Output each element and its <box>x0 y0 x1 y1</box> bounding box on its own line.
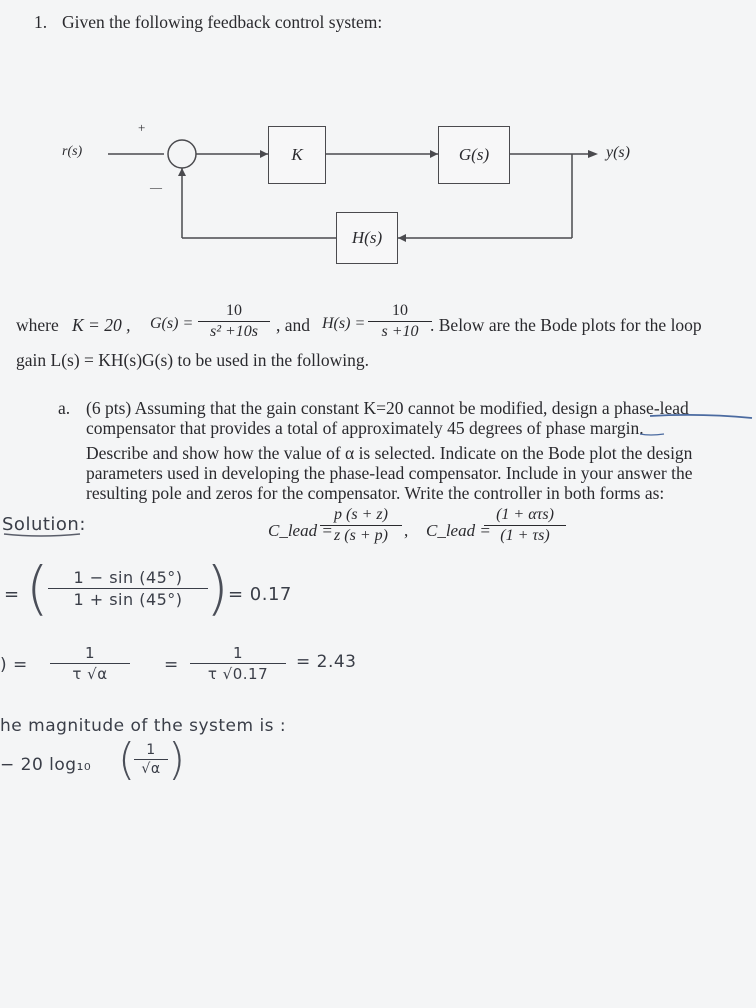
g-numerator: 10 <box>226 302 242 319</box>
h-lhs: H(s) = <box>322 315 366 332</box>
k-equation: K = 20 , <box>72 315 131 335</box>
sol2-numerator-2: 1 <box>232 644 244 662</box>
h-numerator: 10 <box>392 302 408 319</box>
sol2-denominator-2: τ √0.17 <box>190 663 286 683</box>
form2-numerator: (1 + ατs) <box>496 506 554 523</box>
sol4-fraction <box>134 742 168 777</box>
sol1-denominator: 1 + sin (45°) <box>48 588 208 609</box>
form1-denominator: z (s + p) <box>320 525 402 545</box>
part-a-line-1: (6 pts) Assuming that the gain constant K=20 cannot be modified, design a phase-lead <box>86 398 689 418</box>
h-denominator: s +10 <box>368 321 432 341</box>
sol2-result: = 2.43 <box>296 652 357 672</box>
form1-fraction <box>320 506 402 545</box>
block-k-label: K <box>291 145 303 164</box>
block-g-label: G(s) <box>458 145 490 164</box>
question-number: 1. <box>34 12 48 32</box>
where-line2: gain L(s) = KH(s)G(s) to be used in the following. <box>16 350 369 370</box>
where-lead: where <box>16 315 59 335</box>
sol1-right-paren: ) <box>206 554 230 622</box>
sol4-denominator: √α <box>134 759 168 777</box>
sol1-prefix: = <box>4 584 20 605</box>
sol4-right-paren: ) <box>168 734 186 785</box>
g-lhs: G(s) = <box>150 315 194 332</box>
plus-sign: + <box>138 120 146 135</box>
where-tail: . Below are the Bode plots for the loop <box>430 315 702 335</box>
phase-lead-underline <box>650 415 752 418</box>
output-label: y(s) <box>606 144 630 161</box>
input-label: r(s) <box>62 144 83 159</box>
sol2-fraction-1 <box>50 644 130 683</box>
g-denominator: s² +10s <box>198 321 270 341</box>
sol2-denominator-1: τ √α <box>50 663 130 683</box>
block-h-label: H(s) <box>351 228 383 247</box>
sol1-numerator: 1 − sin (45°) <box>73 568 183 587</box>
form1-numerator: p (s + z) <box>334 506 388 523</box>
sol4-left-paren: ( <box>118 734 136 785</box>
solution-heading: Solution: <box>2 514 86 535</box>
part-a-line-2: compensator that provides a total of approximately 45 degrees of phase margin. <box>86 418 644 438</box>
sol2-equals: = <box>164 655 179 675</box>
sol2-prefix: ) = <box>0 655 28 675</box>
sol1-result: = 0.17 <box>228 584 292 605</box>
sol3-text: he magnitude of the system is : <box>0 716 287 736</box>
form2-denominator: (1 + τs) <box>484 525 566 545</box>
sol2-fraction-2 <box>190 644 286 683</box>
form-comma: , <box>404 521 409 540</box>
part-a-label: a. <box>58 398 71 418</box>
and-text: , and <box>276 315 311 335</box>
sol1-left-paren: ( <box>26 554 50 622</box>
part-a-line-4: parameters used in developing the phase-lead compensator. Include in your answer the <box>86 463 693 483</box>
sol4-numerator: 1 <box>146 742 156 758</box>
part-a-line-3: Describe and show how the value of α is selected. Indicate on the Bode plot the design <box>86 443 693 463</box>
sol4-prefix: − 20 log₁₀ <box>0 755 92 775</box>
form1-lhs: C_lead = <box>268 521 333 540</box>
sol1-fraction <box>48 568 208 609</box>
form2-lhs: C_lead = <box>426 521 491 540</box>
question-title: Given the following feedback control system: <box>62 12 383 32</box>
sol2-numerator-1: 1 <box>84 644 96 662</box>
part-a-line-5: resulting pole and zeros for the compensator. Write the controller in both forms as: <box>86 483 665 503</box>
minus-sign: — <box>150 180 162 194</box>
form2-fraction <box>484 506 566 545</box>
margin-underline <box>640 434 664 435</box>
